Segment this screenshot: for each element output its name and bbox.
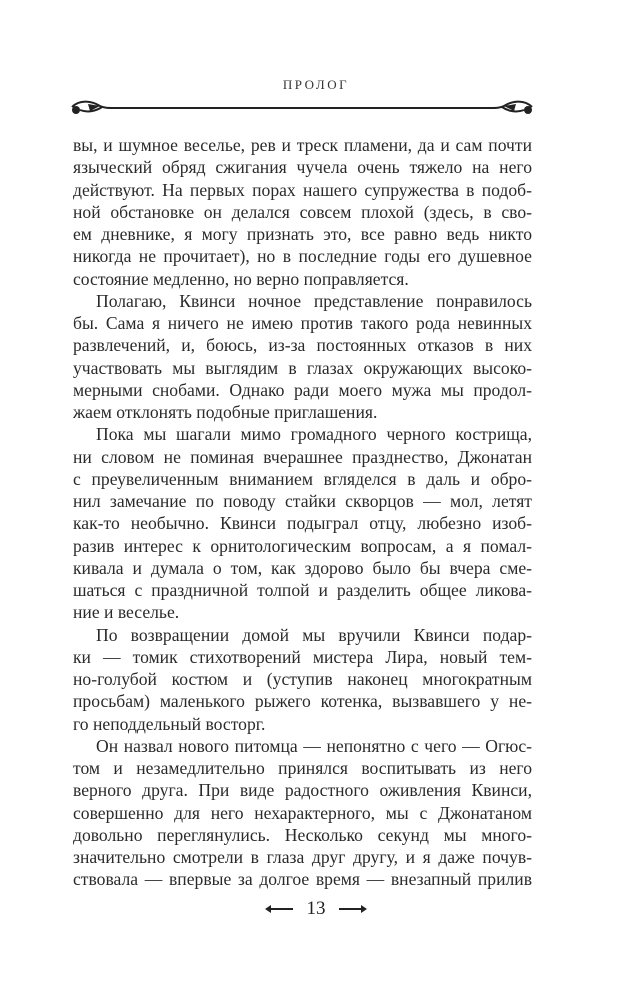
text-line: совершенно для него нехарактерного, мы с Джонатаном <box>73 802 532 823</box>
text-line: как-то необычно. Квинси подыграл отцу, любезно изоб- <box>73 513 532 534</box>
text-line: ки — томик стихотворений мистера Лира, новый тем- <box>73 646 532 667</box>
text-line: разив интерес к орнитологическим вопросам, а я помал- <box>73 535 532 556</box>
text-line: Полагаю, Квинси ночное представление понравилось <box>96 290 532 311</box>
text-line: мерными снобами. Однако ради моего мужа мы продол- <box>73 379 532 400</box>
text-line: ем дневнике, я могу признать это, все равно ведь никто <box>73 224 532 244</box>
text-line: никогда не прочитает), но в последние годы его душевное <box>73 246 532 267</box>
text-line: просьбам) маленького рыжего котенка, вызвавшего у не- <box>73 691 532 712</box>
text-line: состояние медленно, но верно поправляется. <box>73 268 409 289</box>
text-line: По возвращении домой мы вручили Квинси подар- <box>96 624 532 645</box>
page-number: 13 <box>306 897 326 919</box>
text-line: ние и веселье. <box>73 602 180 623</box>
text-line: шаться с праздничной толпой и разделить общее ликова- <box>73 580 532 600</box>
paragraph <box>73 290 532 424</box>
text-line: с преувеличенным вниманием вгляделся в даль и обро- <box>73 468 532 489</box>
paragraph <box>73 624 532 735</box>
text-line: ни словом не поминая вчерашнее празднество, Джонатан <box>73 446 532 467</box>
text-line: вы, и шумное веселье, рев и треск пламени, да и сам почти <box>73 135 532 155</box>
paragraph <box>73 735 532 891</box>
text-line: го неподдельный восторг. <box>73 713 266 734</box>
text-line: нил замечание по поводу стайки скворцов — мол, летят <box>73 491 532 511</box>
text-line: довольно переглянулись. Несколько секунд мы много- <box>73 824 532 845</box>
left-flourish-icon <box>72 102 114 114</box>
body-text <box>73 134 532 891</box>
text-line: значительно смотрели в глаза друг другу, и я даже почув- <box>73 847 532 867</box>
text-line: верного друга. При виде радостного оживления Квинси, <box>73 780 532 801</box>
text-line: кивала и думала о том, как здорово было бы вчера сме- <box>73 557 532 578</box>
text-line: языческий обряд сжигания чучела очень тяжело на него <box>73 157 532 178</box>
text-line: Пока мы шагали мимо громадного черного кострища, <box>96 424 532 445</box>
text-line: но-голубой костюм и (уступив наконец многократным <box>73 669 532 689</box>
paragraph <box>73 134 532 290</box>
text-line: жаем отклонять подобные приглашения. <box>73 402 378 422</box>
right-flourish-icon <box>490 102 532 114</box>
left-arrow-ornament-icon <box>271 908 293 910</box>
right-arrow-ornament-icon <box>339 908 361 910</box>
paragraph <box>73 423 532 623</box>
text-line: ной обстановке он делался совсем плохой (здесь, в сво- <box>73 201 532 222</box>
text-line: том и незамедлительно принялся воспитывать из него <box>73 758 532 778</box>
text-line: бы. Сама я ничего не имею против такого рода невинных <box>73 313 532 333</box>
page-number-footer <box>0 897 632 920</box>
text-line: участвовать мы выглядим в глазах окружающих высоко- <box>73 357 532 378</box>
header-ornament-rule <box>70 97 534 119</box>
text-line: действуют. На первых порах нашего супружества в подоб- <box>73 179 532 200</box>
text-line: Он назвал нового питомца — непонятно с чего — Огюс- <box>96 735 532 756</box>
text-line: развлечений, и, боюсь, из-за постоянных отказов в них <box>73 335 532 356</box>
running-head: ПРОЛОГ <box>282 77 350 92</box>
text-line: ствовала — впервые за долгое время — внезапный прилив <box>73 869 532 890</box>
